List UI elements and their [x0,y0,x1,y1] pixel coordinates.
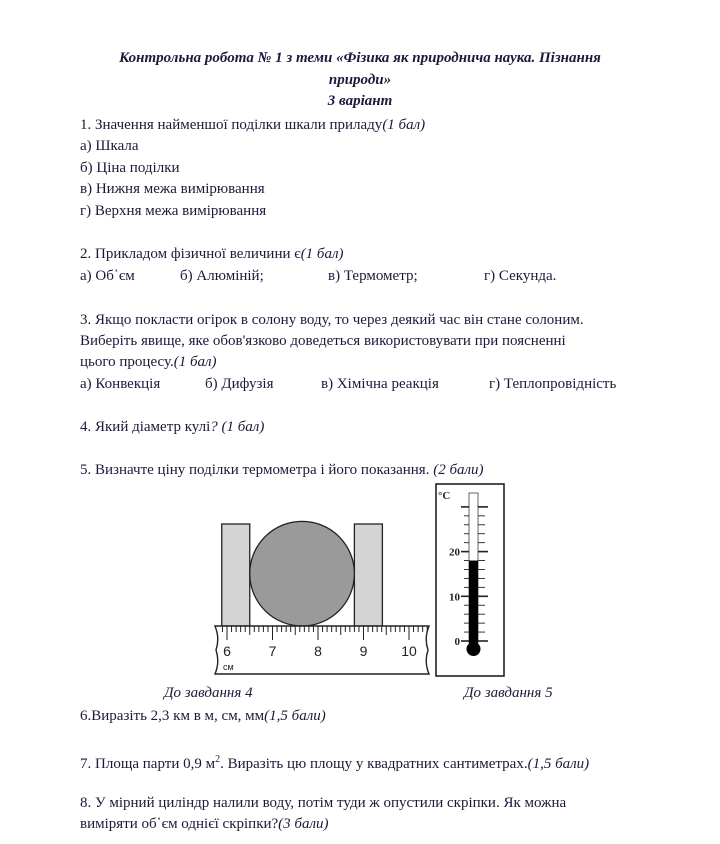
ruler-label: 7 [268,643,277,659]
ruler-label: 10 [401,643,417,659]
question-3-option-b: б) Дифузія [205,376,274,392]
question-5-points: (2 бали) [433,462,484,478]
question-1-option-a: а) Шкала [80,138,139,154]
question-3-options [80,374,640,395]
question-3-line1: 3. Якщо покласти огірок в солону воду, то через деякий час він стане солоним. [80,312,584,328]
document-title-line1: Контрольна робота № 1 з теми «Фізика як природнича наука. Пізнання [119,50,601,66]
question-7-points: (1,5 бали) [527,756,590,772]
thermometer-scale-label: 0 [454,636,460,648]
thermometer-unit-label: °C [438,490,451,502]
question-4-text: 4. Який діаметр кулі [80,419,211,435]
ball [250,521,355,626]
question-2 [80,244,344,265]
question-1-option-c: в) Нижня межа вимірювання [80,181,265,197]
question-2-option-c: в) Термометр; [328,268,418,284]
document-title-line2: природи» [328,72,392,88]
question-1-option-b: б) Ціна поділки [80,160,180,176]
thermometer-scale-label: 20 [449,546,460,559]
question-1-text: 1. Значення найменшої поділки шкали приладу [80,117,383,133]
question-3-option-d: г) Теплопровідність [489,376,617,392]
question-7 [80,749,589,775]
question-6 [80,706,326,727]
ruler-unit-label: см [223,662,234,672]
question-3-option-a: а) Конвекція [80,376,161,392]
question-8-line1: 8. У мірний циліндр налили воду, потім туди ж опустили скріпки. Як можна [80,795,567,811]
question-8-points: (3 бали) [278,816,329,832]
question-3-text-end: цього процесу. [80,354,174,370]
question-2-points: (1 бал) [300,246,344,262]
question-7-superscript: 2 [215,754,221,765]
question-5-text: 5. Визначте ціну поділки термометра і його показання. [80,462,430,478]
left-block [222,524,250,626]
question-3-line3 [80,352,217,373]
question-2-options [80,266,640,287]
question-2-option-d: г) Секунда. [484,268,557,284]
ruler-body [215,626,429,674]
figure-caption-task-4: До завдання 4 [164,685,253,701]
question-8-line2 [80,814,329,835]
question-6-text: 6.Виразіть 2,3 км в м, см, мм [80,708,265,724]
question-6-points: (1,5 бали) [264,708,326,724]
question-2-text: 2. Прикладом фізичної величини є [80,246,301,262]
question-2-option-a: а) Об῾єм [80,268,135,284]
question-5 [80,460,484,481]
ruler-label: 8 [314,643,322,659]
question-7-text: 7. Площа парти 0,9 м [80,756,216,772]
question-2-option-b: б) Алюміній; [180,268,264,284]
thermometer-figure [434,482,508,678]
question-1-points: (1 бал) [382,117,426,133]
right-block [354,524,382,626]
ruler-label: 6 [223,643,231,659]
thermometer-mercury-column [469,561,478,649]
question-4 [80,417,264,438]
question-1 [80,115,425,136]
question-1-option-d: г) Верхня межа вимірювання [80,203,267,219]
question-3-points: (1 бал) [173,354,217,370]
ruler-label: 9 [359,643,368,659]
question-8-text-end: виміряти об῾єм однієї скріпки? [80,816,279,832]
question-3-line2: Виберіть явище, яке обов'язково доведеться використовувати при поясненні [80,333,566,349]
thermometer-bulb [467,642,481,656]
question-7-text-rest: . Виразіть цю площу у квадратних сантиметрах. [220,756,528,772]
ruler-ball-figure [205,510,435,682]
thermometer-scale-label: 10 [449,591,460,604]
figure-caption-task-5: До завдання 5 [464,685,553,701]
question-4-points: ? (1 бал) [210,419,265,435]
question-3-option-c: в) Хімічна реакція [321,376,439,392]
variant-label: 3 варіант [327,93,393,109]
